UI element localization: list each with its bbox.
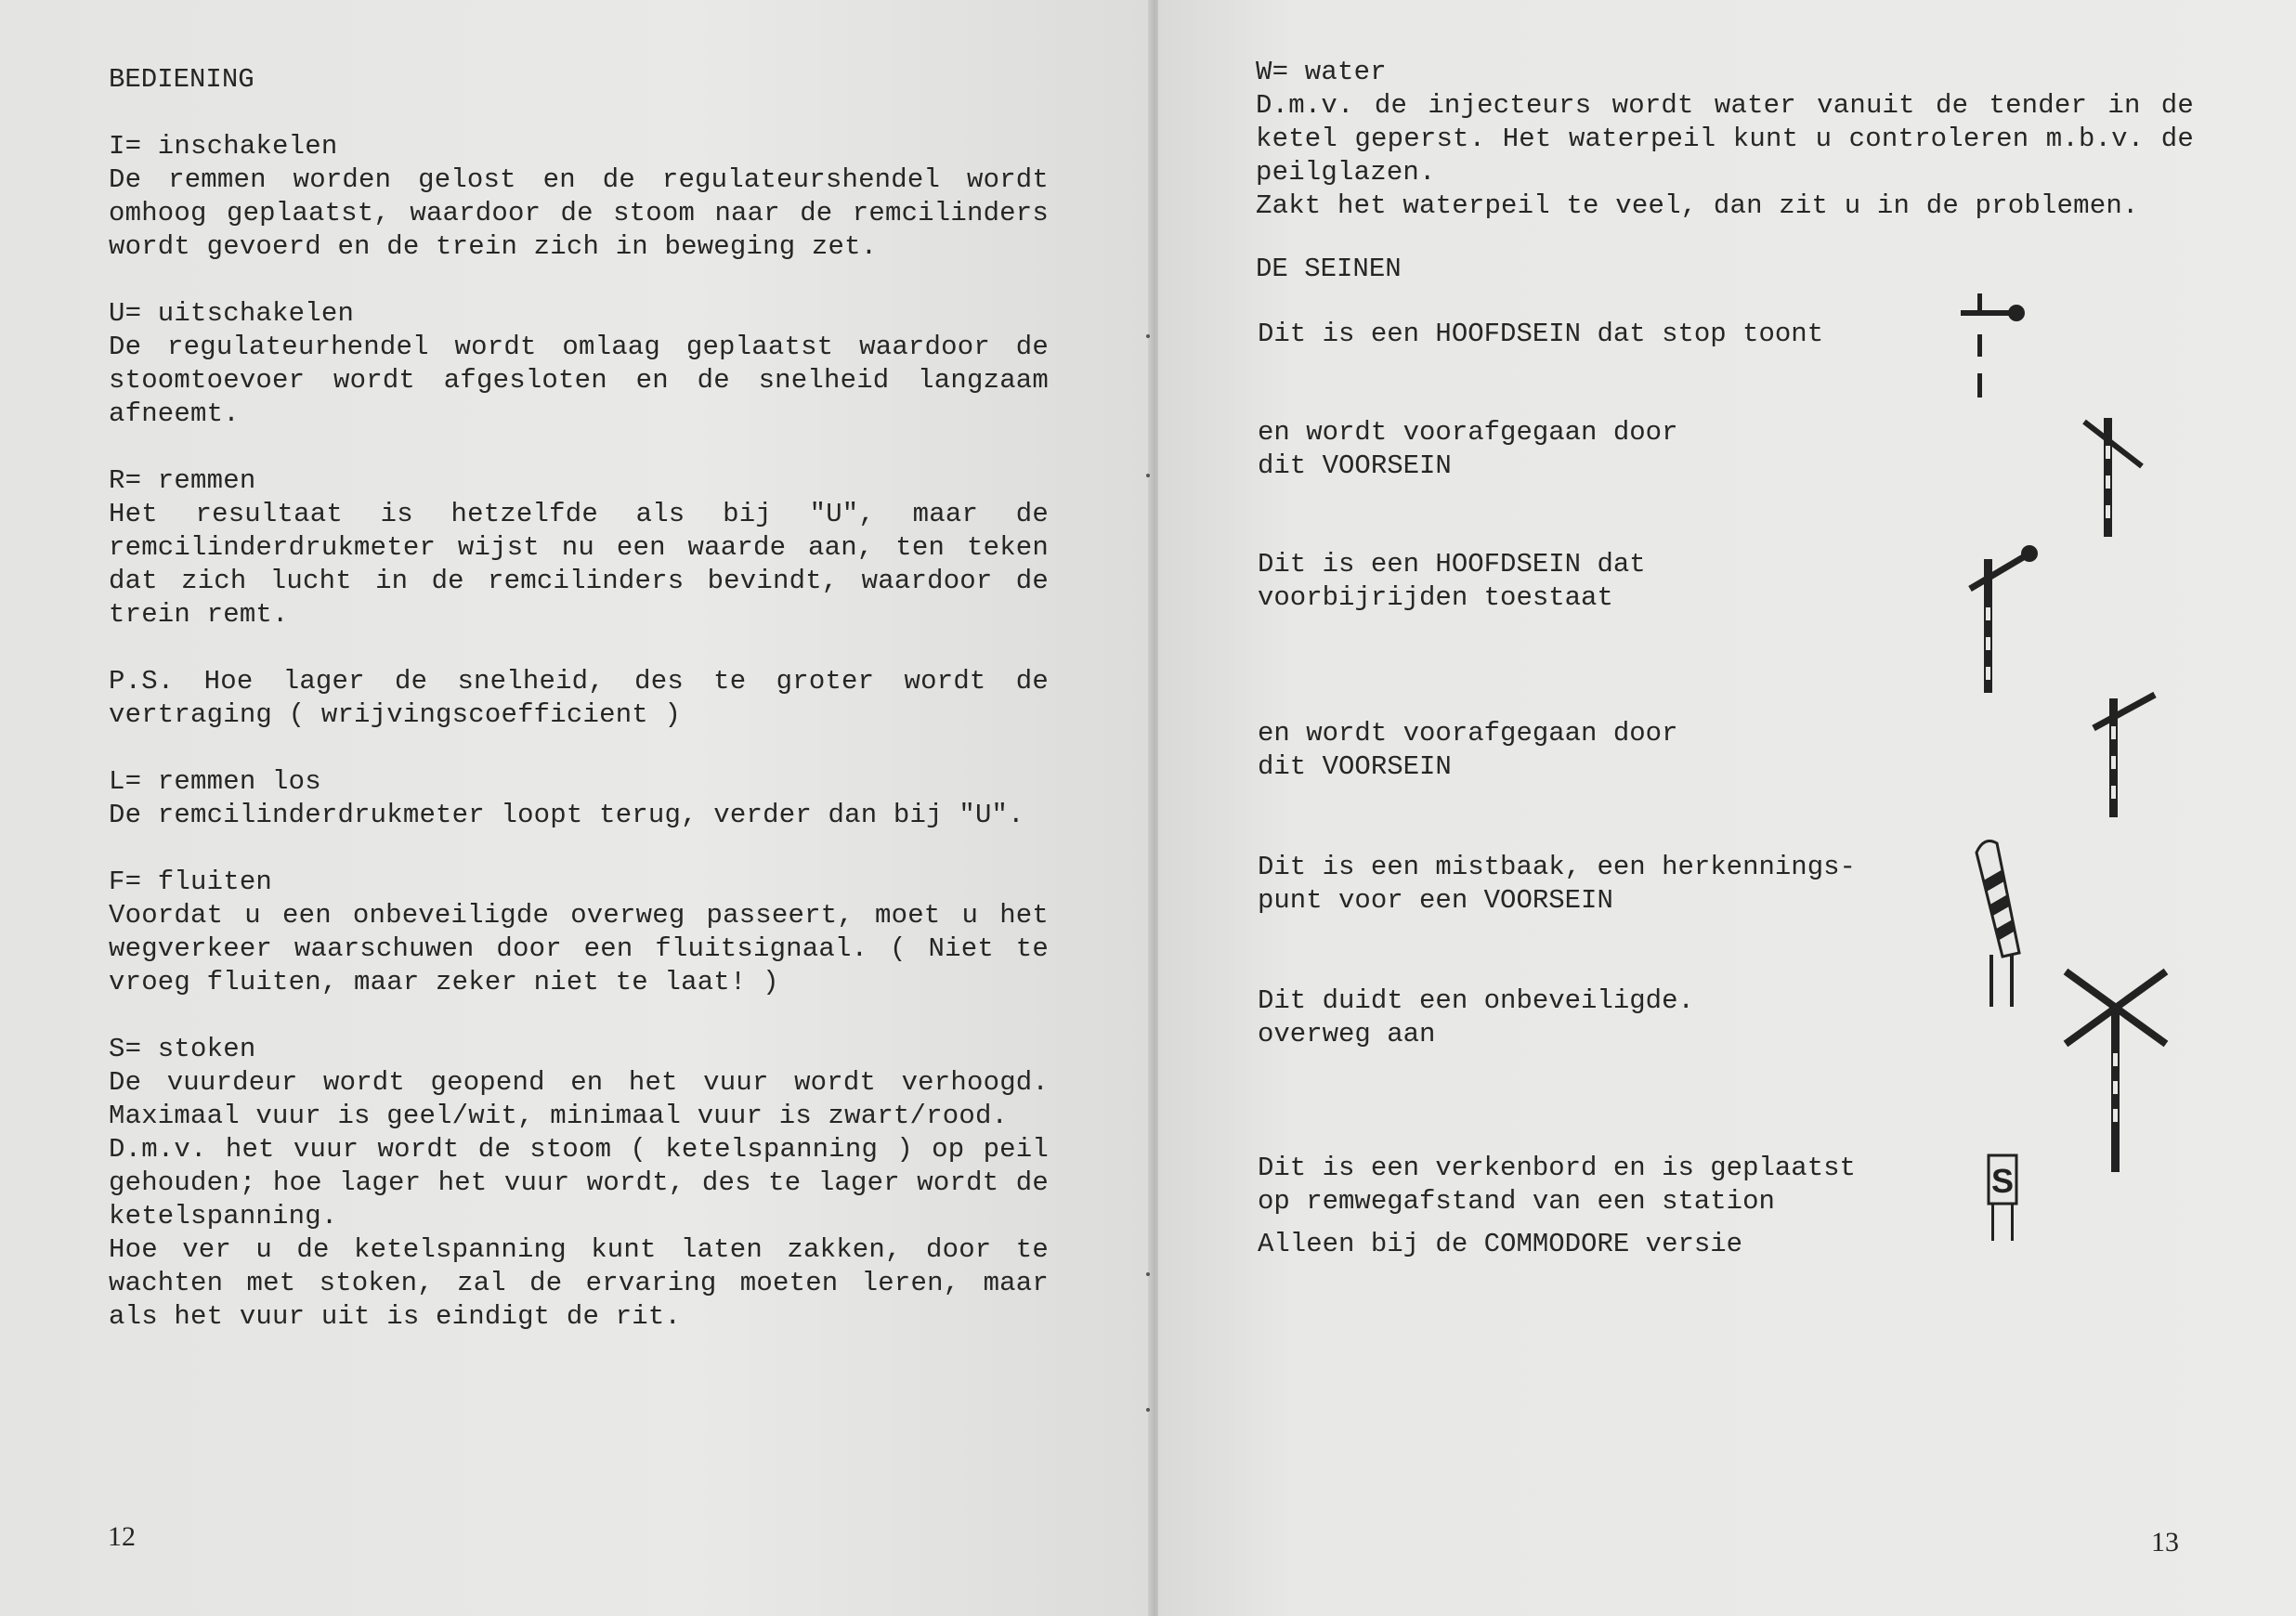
signal-description-1: Dit is een HOOFDSEIN dat stop toont	[1258, 319, 1824, 349]
text-line: P.S. Hoe lager de snelheid, des te groter wordt de	[109, 666, 1049, 697]
signal-description-3: Dit is een HOOFDSEIN dat voorbijrijden toestaat	[1258, 549, 1646, 613]
signals-heading: DE SEINEN	[1256, 254, 1402, 284]
text-line: Het resultaat is hetzelfde als bij "U", maar de	[109, 499, 1049, 529]
text-line: De regulateurhendel wordt omlaag geplaatst waardoor de	[109, 332, 1049, 362]
signal-description-7: Dit is een verkenbord en is geplaatst op remwegafstand van een station	[1258, 1153, 1856, 1217]
right-body-text	[1256, 56, 2194, 223]
text-line: D.m.v. het vuur wordt de stoom ( ketelspanning ) op peil	[109, 1134, 1049, 1165]
main-signal-stop-icon	[1955, 288, 2029, 409]
text-line: Voordat u een onbeveiligde overweg passeert, moet u het	[109, 900, 1049, 931]
distant-signal-clear-icon	[2090, 689, 2164, 819]
margin-speck	[1146, 474, 1150, 477]
text-line: U= uitschakelen	[109, 298, 355, 329]
text-line: Maximaal vuur is geel/wit, minimaal vuur is zwart/rood.	[109, 1101, 1009, 1131]
text-line: W= water	[1256, 57, 1387, 87]
left-body-text	[109, 130, 1049, 1334]
main-signal-proceed-icon	[1964, 541, 2039, 680]
text-line: remcilinderdrukmeter wijst nu een waarde aan, ten teken	[109, 532, 1049, 563]
signal-description-6: Dit duidt een onbeveiligde. overweg aan	[1258, 985, 1694, 1049]
text-line: als het vuur uit is eindigt de rit.	[109, 1301, 682, 1332]
text-line	[109, 832, 1049, 866]
distant-signal-caution-icon	[2077, 409, 2151, 539]
text-line	[109, 999, 1049, 1033]
text-line: trein remt.	[109, 599, 289, 630]
signal-description-5: Dit is een mistbaak, een herkennings- punt voor een VOORSEIN	[1258, 852, 1856, 916]
fog-marker-icon	[1967, 836, 2042, 1007]
text-line: De remcilinderdrukmeter loopt terug, verder dan bij "U".	[109, 800, 1024, 830]
text-line: Zakt het waterpeil te veel, dan zit u in de problemen.	[1256, 190, 2139, 221]
footnote: Alleen bij de COMMODORE versie	[1258, 1229, 1743, 1259]
text-line: R= remmen	[109, 465, 256, 496]
text-line: wegverkeer waarschuwen door een fluitsignaal. ( Niet te	[109, 933, 1049, 964]
margin-speck	[1146, 1408, 1150, 1412]
text-line: D.m.v. de injecteurs wordt water vanuit de tender in de	[1256, 90, 2194, 121]
signal-description-2: en wordt voorafgegaan door dit VOORSEIN	[1258, 417, 1678, 481]
text-line: vroeg fluiten, maar zeker niet te laat! )	[109, 967, 779, 997]
text-line: omhoog geplaatst, waardoor de stoom naar de remcilinders	[109, 198, 1049, 228]
text-line: ketelspanning.	[109, 1201, 338, 1232]
level-crossing-cross-icon	[2060, 966, 2172, 1137]
text-line	[109, 632, 1049, 665]
text-line: De vuurdeur wordt geopend en het vuur wordt verhoogd.	[109, 1067, 1049, 1098]
text-line: ketel geperst. Het waterpeil kunt u controleren m.b.v. de	[1256, 124, 2194, 154]
station-board-icon	[1986, 1153, 2023, 1243]
station-board-letter: S	[1990, 1162, 2015, 1200]
text-line: afneemt.	[109, 398, 240, 429]
margin-speck	[1146, 1272, 1150, 1276]
text-line: F= fluiten	[109, 867, 273, 897]
text-line: I= inschakelen	[109, 131, 338, 162]
text-line	[109, 431, 1049, 464]
page-number-right: 13	[2151, 1527, 2179, 1557]
text-line: wachten met stoken, zal de ervaring moeten leren, maar	[109, 1268, 1049, 1298]
text-line: Hoe ver u de ketelspanning kunt laten zakken, door te	[109, 1234, 1049, 1265]
text-line: wordt gevoerd en de trein zich in beweging zet.	[109, 231, 878, 262]
page-heading: BEDIENING	[109, 64, 254, 95]
page-number-left: 12	[108, 1521, 136, 1552]
text-line: De remmen worden gelost en de regulateurshendel wordt	[109, 164, 1049, 195]
text-line	[109, 732, 1049, 765]
text-line: peilglazen.	[1256, 157, 1436, 188]
text-line: gehouden; hoe lager het vuur wordt, des te lager wordt de	[109, 1167, 1049, 1198]
text-line: vertraging ( wrijvingscoefficient )	[109, 699, 682, 730]
text-line: L= remmen los	[109, 766, 321, 797]
signal-description-4: en wordt voorafgegaan door dit VOORSEIN	[1258, 718, 1678, 782]
text-line: S= stoken	[109, 1034, 256, 1064]
margin-speck	[1146, 334, 1150, 338]
text-line	[109, 264, 1049, 297]
text-line: dat zich lucht in de remcilinders bevindt, waardoor de	[109, 566, 1049, 596]
text-line: stoomtoevoer wordt afgesloten en de snelheid langzaam	[109, 365, 1049, 396]
